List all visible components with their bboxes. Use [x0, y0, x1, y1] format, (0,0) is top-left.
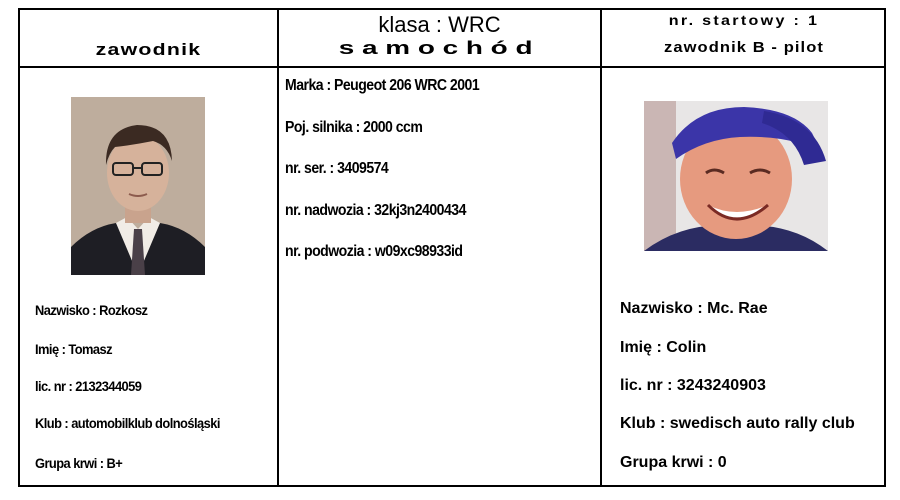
class-label: klasa : WRC [378, 12, 501, 37]
driver-blood-type: Grupa krwi : B+ [35, 455, 123, 471]
driver-portrait-icon [71, 97, 205, 275]
car-engine: Poj. silnika : 2000 ccm [285, 119, 423, 136]
rally-entry-card [18, 8, 886, 487]
pilot-blood-type: Grupa krwi : 0 [620, 454, 727, 471]
header-divider [20, 66, 884, 68]
pilot-photo [644, 101, 828, 251]
column-divider-left [277, 10, 279, 485]
driver-license: lic. nr : 2132344059 [35, 378, 142, 394]
driver-column-title: zawodnik [95, 40, 202, 59]
pilot-surname: Nazwisko : Mc. Rae [620, 300, 768, 317]
pilot-license: lic. nr : 3243240903 [620, 377, 766, 394]
pilot-club: Klub : swedisch auto rally club [620, 415, 855, 432]
car-chassis-number: nr. podwozia : w09xc98933id [285, 243, 463, 260]
driver-surname: Nazwisko : Rozkosz [35, 302, 148, 318]
pilot-portrait-icon [644, 101, 828, 251]
start-number: nr. startowy : 1 [668, 12, 820, 28]
driver-photo [71, 97, 205, 275]
car-make: Marka : Peugeot 206 WRC 2001 [285, 77, 480, 94]
driver-first-name: Imię : Tomasz [35, 341, 113, 357]
car-serial: nr. ser. : 3409574 [285, 160, 389, 177]
car-body-number: nr. nadwozia : 32kj3n2400434 [285, 202, 466, 219]
column-divider-right [600, 10, 602, 485]
car-column-title: samochód [338, 38, 541, 58]
pilot-first-name: Imię : Colin [620, 339, 707, 356]
pilot-column-title: zawodnik B - pilot [663, 39, 825, 56]
driver-club: Klub : automobilklub dolnośląski [35, 415, 220, 431]
